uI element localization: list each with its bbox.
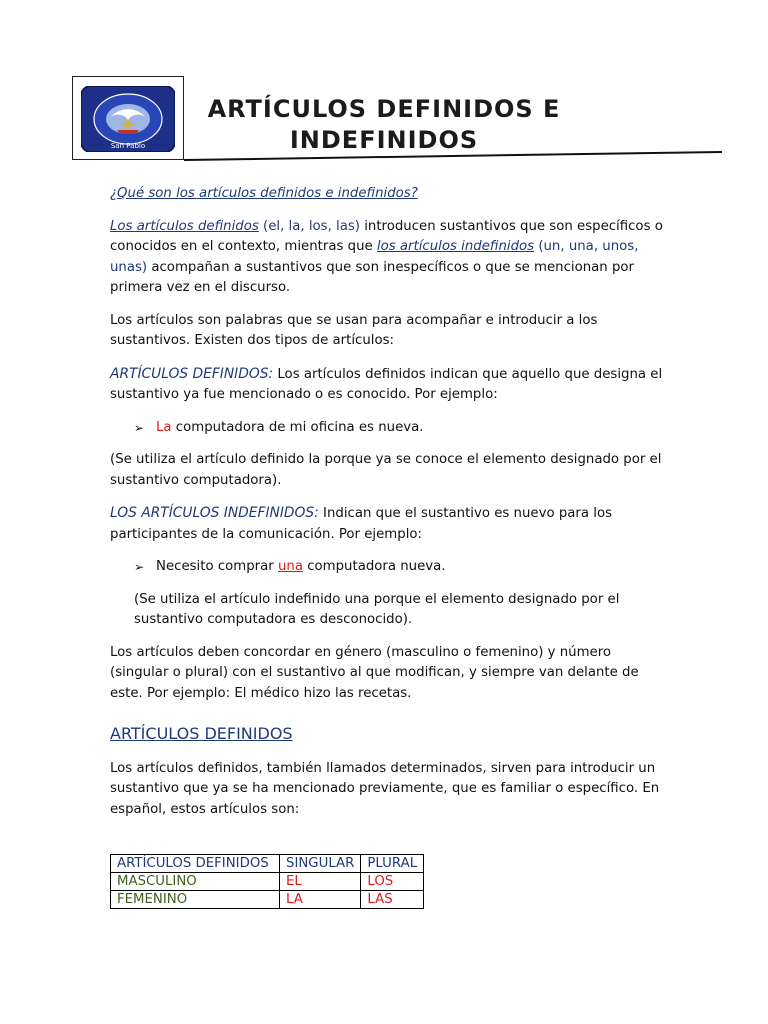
school-logo-icon <box>81 86 175 152</box>
intro-paragraph <box>110 217 666 299</box>
table-header-row <box>111 855 424 873</box>
bullet-arrow-icon: ➢ <box>134 420 145 435</box>
definidos-paragraph <box>110 364 666 406</box>
indefinidos-example-post: computadora nueva. <box>302 559 446 574</box>
indefinidos-example <box>110 557 666 578</box>
indefinidos-label: LOS ARTÍCULOS INDEFINIDOS: <box>110 505 319 521</box>
table-header-cell: PLURAL <box>361 855 424 873</box>
table-header-cell: SINGULAR <box>280 855 361 873</box>
link-indefinidos[interactable]: los artículos indefinidos <box>376 239 535 254</box>
indefinidos-example-pre: Necesito comprar <box>156 559 278 574</box>
table-cell: LA <box>280 891 361 909</box>
table-row <box>111 873 424 891</box>
indefinidos-note: (Se utiliza el artículo indefinido una porque el elemento designado por el sustantivo computadora es desconocido). <box>134 591 620 627</box>
table-cell: EL <box>280 873 361 891</box>
concordancia-paragraph: Los artículos deben concordar en género (masculino o femenino) y número (singular o plural) con el sustantivo al que modifican, y siempre van delante de este. Por ejemplo: El médico hizo las recetas. <box>110 644 639 701</box>
example-article-la: La <box>156 419 172 435</box>
table-cell: LAS <box>361 891 424 909</box>
definidos-note: (Se utiliza el artículo definido la porque ya se conoce el elemento designado por el sustantivo computadora). <box>110 452 662 488</box>
section-paragraph: Los artículos definidos, también llamados determinados, sirven para introducir un sustantivo que ya se ha mencionado previamente, que es familiar o específico. En español, estos artículos son: <box>110 760 660 817</box>
section-title: ARTÍCULOS DEFINIDOS <box>110 724 293 743</box>
page-title <box>194 94 574 156</box>
list-definidos: (el, la, los, las) <box>258 218 360 234</box>
indefinidos-text: Indican que el sustantivo es nuevo para los participantes de la comunicación. Por ejemplo: <box>110 506 613 542</box>
definidos-label: ARTÍCULOS DEFINIDOS: <box>110 365 274 382</box>
intro-text-1: introducen sustantivos que son específicos o conocidos en el contexto, mientras que <box>110 218 663 254</box>
definidos-example-text: computadora de mi oficina es nueva. <box>171 419 424 435</box>
title-underline <box>184 150 726 162</box>
school-logo-frame <box>72 76 184 160</box>
table-cell: LOS <box>361 873 424 891</box>
definidos-example <box>110 418 666 439</box>
svg-text:San Pablo: San Pablo <box>110 142 146 150</box>
indefinidos-paragraph <box>110 503 666 545</box>
list-indefinidos: (un, una, unos, unas) <box>110 239 639 275</box>
definidos-text: Los artículos definidos indican que aquello que designa el sustantivo ya fue mencionado o es conocido. Por ejemplo: <box>110 366 663 402</box>
table-header-cell: ARTÍCULOS DEFINIDOS <box>111 855 280 873</box>
articles-table <box>110 854 424 909</box>
bullet-arrow-icon: ➢ <box>134 560 145 574</box>
example-article-una: una <box>277 559 303 574</box>
intro-text-2: acompañan a sustantivos que son inespecíficos o que se mencionan por primera vez en el discurso. <box>110 259 634 295</box>
intro-question: ¿Qué son los artículos definidos e indefinidos? <box>110 186 418 201</box>
page-title-line2: INDEFINIDOS <box>289 126 479 154</box>
table-row <box>111 891 424 909</box>
document-body <box>110 184 666 832</box>
table-cell: FEMENINO <box>111 891 280 909</box>
link-definidos[interactable]: Los artículos definidos <box>110 218 259 234</box>
page-title-line1: ARTÍCULOS DEFINIDOS E <box>207 95 561 123</box>
table-cell: MASCULINO <box>111 873 280 891</box>
types-paragraph: Los artículos son palabras que se usan para acompañar e introducir a los sustantivos. Existen dos tipos de artículos: <box>110 312 598 348</box>
